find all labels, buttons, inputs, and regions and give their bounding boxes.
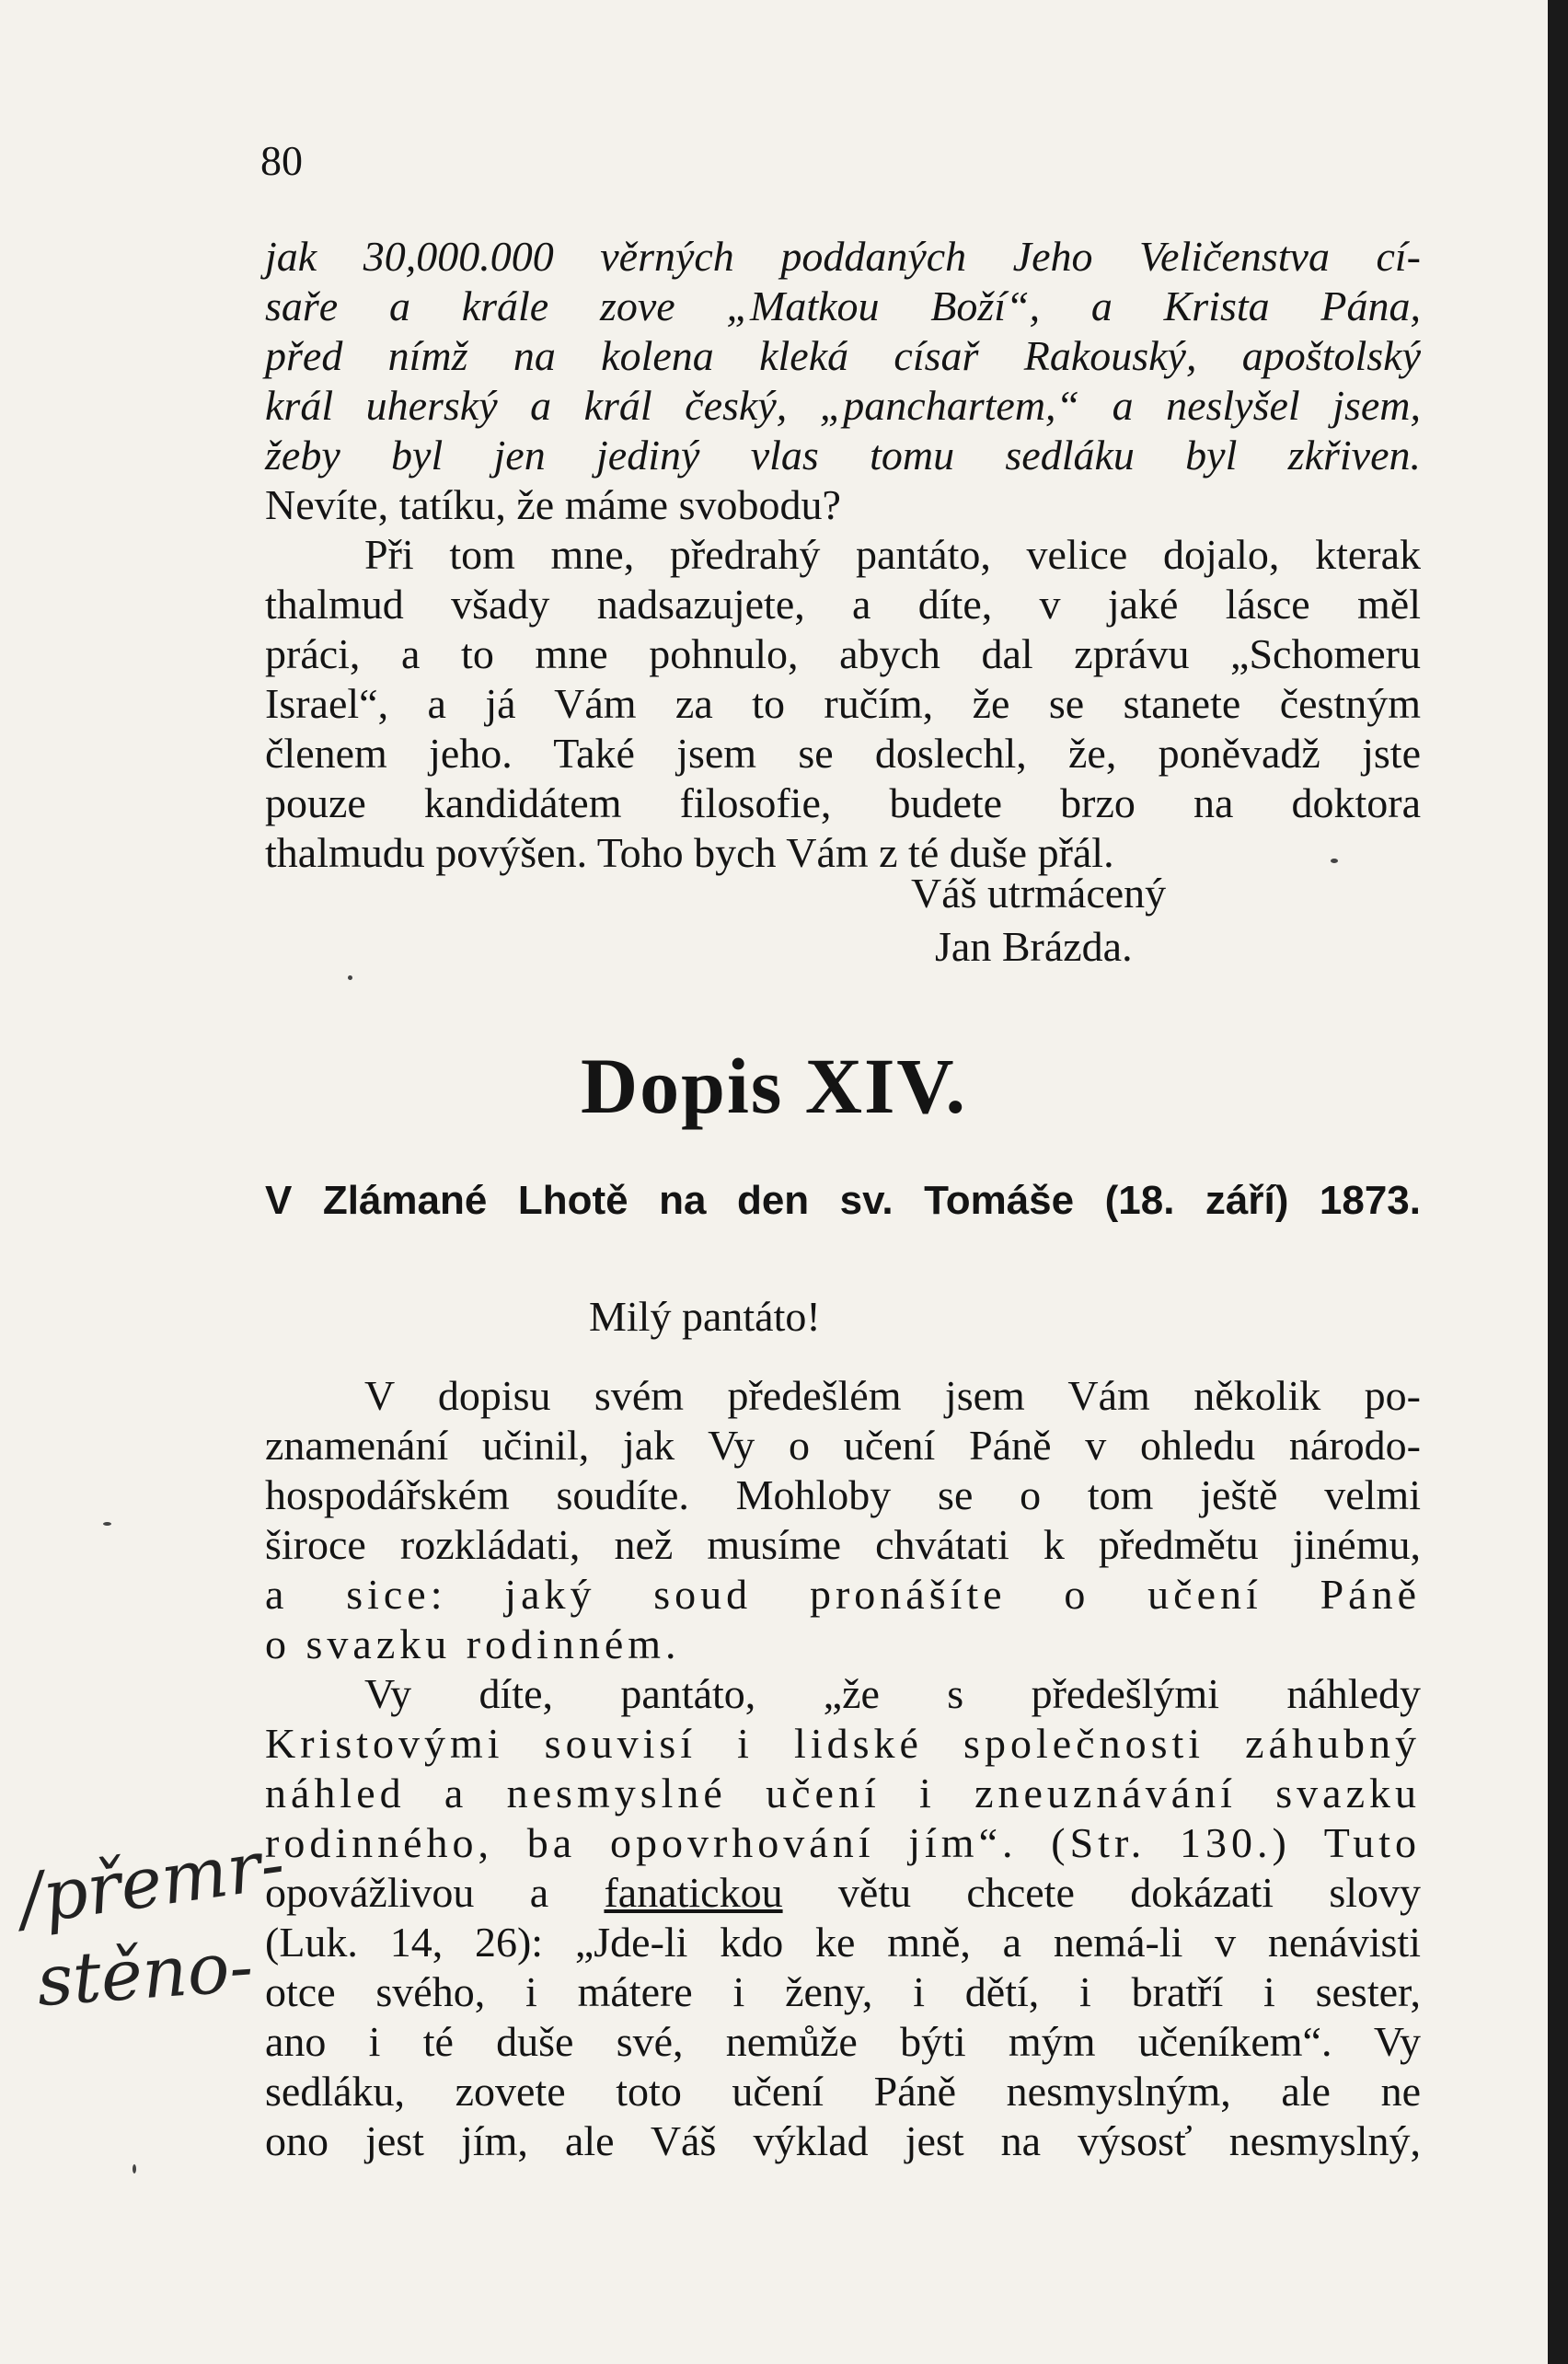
text-line: Při tom mne, předrahý pantáto, velice dojalo, kterak <box>364 531 1421 578</box>
handwritten-margin-note: /přemr- <box>14 1822 290 1941</box>
text-line: znamenání učinil, jak Vy o učení Páně v ohledu národo- <box>265 1422 1421 1469</box>
text-line <box>265 1868 1421 1918</box>
text-line: členem jeho. Také jsem se doslechl, že, poněvadž jste <box>265 730 1421 777</box>
text-line: hospodářském soudíte. Mohloby se o tom ještě velmi <box>265 1471 1421 1518</box>
text-line: saře a krále zove „Matkou Boží“, a Krista Pána, <box>265 283 1421 329</box>
text-line: jak 30,000.000 věrných poddaných Jeho Veličenstva cí- <box>265 233 1421 280</box>
underlined-word: fanatickou <box>604 1869 783 1916</box>
text-line: thalmudu povýšen. Toho bych Vám z té duše přál. <box>265 829 1114 876</box>
handwritten-margin-note: stěno- <box>34 1924 256 2023</box>
text-line: Vy díte, pantáto, „že s předešlými náhledy <box>364 1670 1421 1717</box>
paper-speck <box>348 975 352 980</box>
text-line: ono jest jím, ale Váš výklad jest na výsosť nesmyslný, <box>265 2117 1421 2164</box>
dateline: V Zlámané Lhotě na den sv. Tomáše (18. září) 1873. <box>265 1178 1421 1223</box>
text-line: Kristovými souvisí i lidské společnosti záhubný <box>265 1720 1421 1767</box>
text-line: práci, a to mne pohnulo, abych dal zprávu „Schomeru <box>265 630 1421 677</box>
text-line: Israel“, a já Vám za to ručím, že se stanete čestným <box>265 680 1421 727</box>
paper-speck <box>133 2164 136 2174</box>
text-line: Nevíte, tatíku, že máme svobodu? <box>265 481 841 528</box>
signature-closing: Váš utrmácený <box>911 870 1167 917</box>
text-line: V dopisu svém předešlém jsem Vám několik po- <box>364 1372 1421 1419</box>
text-segment: větu chcete dokázati slovy <box>782 1869 1422 1916</box>
letter-heading: Dopis XIV. <box>581 1042 967 1130</box>
text-line: sedláku, zovete toto učení Páně nesmyslným, ale ne <box>265 2068 1421 2115</box>
text-line: (Luk. 14, 26): „Jde-li kdo ke mně, a nemá-li v nenávisti <box>265 1919 1421 1966</box>
text-line: král uherský a král český, „panchartem,“ a neslyšel jsem, <box>265 382 1421 429</box>
text-line: thalmud všady nadsazujete, a díte, v jaké lásce měl <box>265 581 1421 628</box>
text-line: otce svého, i mátere i ženy, i dětí, i bratří i sester, <box>265 1968 1421 2015</box>
text-line: rodinného, ba opovrhování jím“. (Str. 130.) Tuto <box>265 1819 1421 1866</box>
text-line: pouze kandidátem filosofie, budete brzo na doktora <box>265 779 1421 826</box>
paper-speck <box>103 1522 111 1526</box>
text-line: ano i té duše své, nemůže býti mým učeníkem“. Vy <box>265 2018 1421 2065</box>
text-line: široce rozkládati, než musíme chvátati k předmětu jinému, <box>265 1521 1421 1568</box>
text-line: a sice: jaký soud pronášíte o učení Páně <box>265 1571 1421 1618</box>
salutation: Milý pantáto! <box>589 1293 821 1340</box>
text-line: o svazku rodinném. <box>265 1620 681 1667</box>
scan-edge <box>1548 0 1568 2364</box>
text-line: žeby byl jen jediný vlas tomu sedláku byl zkřiven. <box>265 432 1421 479</box>
text-line: před nímž na kolena kleká císař Rakouský, apoštolský <box>265 332 1421 379</box>
text-line: náhled a nesmyslné učení i zneuznávání svazku <box>265 1770 1421 1816</box>
text-segment: opovážlivou a <box>265 1869 605 1916</box>
paper-speck <box>1331 859 1338 863</box>
page-number: 80 <box>260 137 303 184</box>
signature-name: Jan Brázda. <box>935 923 1133 970</box>
